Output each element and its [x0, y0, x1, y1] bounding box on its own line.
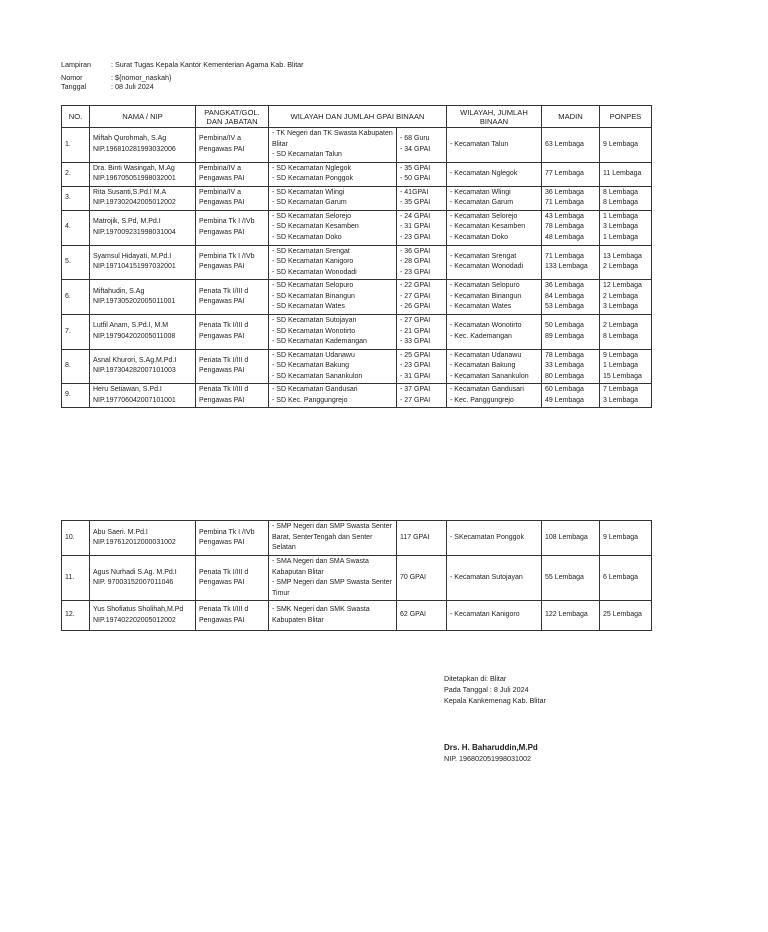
table-row [62, 186, 652, 210]
area-line: - SD Kecamatan Ponggok [272, 174, 393, 185]
row-number: 2. [62, 162, 90, 186]
binaan-line: - Kecamatan Gandusari [450, 385, 538, 396]
rank-text: Pembina Tk I /IVb [199, 218, 255, 225]
rank-text: Penata Tk I/III d [199, 287, 249, 295]
table-row [62, 556, 652, 601]
supervisor-name: Asnal Khurori, S.Ag.M.Pd.I [93, 356, 177, 364]
signature-office: Kepala Kankemenag Kab. Blitar [444, 696, 546, 705]
rank-position-cell [196, 384, 269, 408]
ponpes-cell [600, 556, 652, 601]
madin-line: 78 Lembaga [545, 223, 584, 231]
binaan-line: - Kecamatan Binangun [450, 292, 538, 303]
position-text: Pengawas PAI [199, 175, 245, 182]
rank-position-cell [196, 210, 269, 245]
madin-cell [542, 601, 600, 631]
ponpes-line: 2 Lembaga [603, 322, 639, 330]
madin-line: 36 Lembaga [545, 282, 584, 290]
col-header-name: NAMA / NIP [90, 106, 196, 128]
binaan-cell [447, 315, 542, 350]
ponpes-line: 8 Lembaga [603, 188, 639, 196]
madin-line: 63 Lembaga [545, 140, 584, 148]
row-number: 7. [62, 315, 90, 350]
supervisor-nip: NIP.197612012000031002 [93, 539, 176, 546]
row-number: 12. [62, 601, 90, 631]
gpai-line: - 41GPAI [400, 188, 443, 199]
supervisor-name: Miftah Qurohmah, S.Ag [93, 135, 167, 143]
area-line: - TK Negeri dan TK Swasta Kabupaten Blitar [272, 129, 393, 150]
position-text: Pengawas PAI [199, 332, 245, 340]
binaan-line: - Kecamatan Wonodadi [450, 262, 538, 273]
tanggal-label: Tanggal [61, 82, 87, 91]
row-number: 9. [62, 384, 90, 408]
gpai-count-cell [397, 280, 447, 315]
supervisor-name: Lutfil Anam, S.Pd.I, M.M [93, 322, 169, 330]
position-text: Pengawas PAI [199, 396, 245, 404]
ponpes-line: 9 Lembaga [603, 351, 639, 359]
gpai-count-cell [397, 315, 447, 350]
supervisor-nip: NIP.197305202005011001 [93, 298, 176, 305]
letter-header [61, 58, 304, 93]
name-nip-cell [90, 315, 196, 350]
name-nip-cell [90, 280, 196, 315]
col-header-madin: MADIN [542, 106, 600, 128]
name-nip-cell [90, 245, 196, 280]
col-header-area: WILAYAH DAN JUMLAH GPAI BINAAN [269, 106, 447, 128]
area-line: - SD Kecamatan Bakung [272, 361, 393, 372]
lampiran-value: : Surat Tugas Kepala Kantor Kementerian Agama Kab. Blitar [111, 60, 304, 69]
area-cell [269, 162, 397, 186]
binaan-cell [447, 245, 542, 280]
gpai-line: - 33 GPAI [400, 337, 443, 348]
row-number: 3. [62, 186, 90, 210]
gpai-line: - 34 GPAI [400, 145, 443, 156]
area-line: - SD Kecamatan Sutojayan [272, 316, 393, 327]
area-line: - SD Kecamatan Kanigoro [272, 257, 393, 268]
area-line: - SD Kecamatan Gandusari [272, 385, 393, 396]
name-nip-cell [90, 210, 196, 245]
ponpes-cell [600, 210, 652, 245]
binaan-line: - Kecamatan Sanankulon [450, 372, 538, 383]
ponpes-cell [600, 186, 652, 210]
row-number: 11. [62, 556, 90, 601]
rank-position-cell [196, 601, 269, 631]
gpai-count-cell [397, 210, 447, 245]
gpai-line: - 36 GPAI [400, 247, 443, 258]
table-row [62, 128, 652, 163]
ponpes-line: 13 Lembaga [603, 252, 642, 260]
gpai-count-cell [397, 128, 447, 163]
ponpes-line: 1 Lembaga [603, 233, 639, 241]
binaan-cell [447, 601, 542, 631]
madin-line: 80 Lembaga [545, 372, 584, 380]
madin-line: 133 Lembaga [545, 263, 588, 271]
madin-cell [542, 245, 600, 280]
gpai-line: - 31 GPAI [400, 222, 443, 233]
rank-position-cell [196, 349, 269, 384]
area-line: - SD Kecamatan Binangun [272, 292, 393, 303]
ponpes-line: 3 Lembaga [603, 303, 639, 311]
gpai-line: 62 GPAI [400, 611, 426, 619]
col-header-binaan: WILAYAH, JUMLAH BINAAN [447, 106, 542, 128]
supervisor-name: Dra. Binti Wasingah, M.Ag [93, 164, 175, 172]
gpai-line: - 37 GPAI [400, 385, 443, 396]
binaan-line: - Kecamatan Sutojayan [450, 573, 538, 584]
ponpes-line: 25 Lembaga [603, 611, 642, 619]
area-line: - SD Kecamatan Kademangan [272, 337, 393, 348]
madin-line: 43 Lembaga [545, 212, 584, 220]
area-line: - SD Kecamatan Garum [272, 198, 393, 209]
area-cell [269, 186, 397, 210]
madin-line: 71 Lembaga [545, 199, 584, 206]
row-number: 6. [62, 280, 90, 315]
gpai-line: - 24 GPAI [400, 212, 443, 223]
area-line: - SD Kecamatan Wlingi [272, 188, 393, 199]
position-text: Pengawas PAI [199, 616, 245, 624]
area-line: - SD Kecamatan Sanankulon [272, 372, 393, 383]
binaan-line: - Kecamatan Wates [450, 302, 538, 313]
madin-line: 33 Lembaga [545, 362, 584, 369]
gpai-line: - 31 GPAI [400, 372, 443, 383]
lampiran-label: Lampiran [61, 60, 91, 69]
name-nip-cell [90, 384, 196, 408]
nomor-label: Nomor [61, 73, 83, 82]
gpai-line: - 23 GPAI [400, 361, 443, 372]
ponpes-line: 1 Lembaga [603, 362, 639, 369]
gpai-line: - 27 GPAI [400, 396, 443, 407]
area-line: - SD Kecamatan Wonotirto [272, 327, 393, 338]
supervisor-name: Rita Susanti,S.Pd.I M.A [93, 188, 167, 196]
position-text: Pengawas PAI [199, 145, 245, 153]
ponpes-cell [600, 162, 652, 186]
binaan-cell [447, 210, 542, 245]
supervisor-name: Heru Setiawan, S.Pd.I [93, 386, 162, 393]
area-line: - SD Kecamatan Wonodadi [272, 268, 393, 279]
area-line: - SMK Negeri dan SMK Swasta Kabupaten Blitar [272, 605, 393, 626]
rank-position-cell [196, 128, 269, 163]
area-line: - SD Kecamatan Talun [272, 150, 393, 161]
ponpes-cell [600, 349, 652, 384]
rank-text: Pembina/IV a [199, 164, 242, 172]
gpai-line: 70 GPAI [400, 573, 426, 581]
area-cell [269, 280, 397, 315]
name-nip-cell [90, 128, 196, 163]
area-cell [269, 521, 397, 556]
area-cell [269, 210, 397, 245]
name-nip-cell [90, 556, 196, 601]
area-line: - SMP Negeri dan SMP Swasta Senter Barat, SenterTengah dan Senter Selatan [272, 522, 393, 554]
position-text: Pengawas PAI [199, 263, 245, 271]
binaan-line: - Kecamatan Selorejo [450, 212, 538, 223]
area-line: - SD Kecamatan Kesamben [272, 222, 393, 233]
gpai-count-cell [397, 162, 447, 186]
position-text: Pengawas PAI [199, 228, 245, 236]
ponpes-line: 15 Lembaga [603, 372, 642, 380]
supervisor-nip: NIP.197009231998031004 [93, 228, 176, 236]
ponpes-line: 6 Lembaga [603, 573, 639, 581]
position-text: Pengawas PAI [199, 199, 245, 206]
area-line: - SD Kecamatan Selopuro [272, 281, 393, 292]
area-cell [269, 601, 397, 631]
binaan-line: - Kecamatan Udanawu [450, 351, 538, 362]
table-row [62, 384, 652, 408]
supervisor-nip: NIP.197302042005012002 [93, 199, 176, 206]
binaan-line: - SKecamatan Ponggok [450, 533, 538, 544]
binaan-line: - Kecamatan Selopuro [450, 281, 538, 292]
supervisor-nip: NIP.196810281993032006 [93, 145, 176, 153]
position-text: Pengawas PAI [199, 579, 245, 586]
name-nip-cell [90, 162, 196, 186]
supervisor-nip: NIP. 97003152007011046 [93, 579, 174, 586]
ponpes-cell [600, 521, 652, 556]
area-line: - SD Kec. Panggungrejo [272, 396, 393, 407]
rank-position-cell [196, 521, 269, 556]
madin-cell [542, 521, 600, 556]
binaan-line: - Kecamatan Nglegok [450, 169, 538, 180]
rank-text: Penata Tk I/III d [199, 356, 249, 364]
ponpes-line: 9 Lembaga [603, 533, 639, 541]
position-text: Pengawas PAI [199, 539, 245, 546]
signature-date: Pada Tanggal : 8 Juli 2024 [444, 685, 529, 694]
ponpes-cell [600, 128, 652, 163]
binaan-line: - Kec. Panggungrejo [450, 396, 538, 407]
gpai-count-cell [397, 601, 447, 631]
row-number: 1. [62, 128, 90, 163]
area-cell [269, 315, 397, 350]
binaan-cell [447, 384, 542, 408]
gpai-count-cell [397, 521, 447, 556]
binaan-cell [447, 128, 542, 163]
ponpes-line: 11 Lembaga [603, 169, 642, 177]
gpai-line: - 26 GPAI [400, 302, 443, 313]
name-nip-cell [90, 521, 196, 556]
ponpes-line: 2 Lembaga [603, 292, 639, 300]
area-cell [269, 384, 397, 408]
area-cell [269, 556, 397, 601]
ponpes-line: 8 Lembaga [603, 199, 639, 206]
gpai-line: - 35 GPAI [400, 164, 443, 175]
gpai-count-cell [397, 186, 447, 210]
signatory-name: Drs. H. Baharuddin,M.Pd [444, 743, 538, 752]
row-number: 10. [62, 521, 90, 556]
ponpes-line: 1 Lembaga [603, 212, 639, 220]
madin-line: 49 Lembaga [545, 396, 584, 404]
signature-block [444, 673, 546, 764]
binaan-cell [447, 556, 542, 601]
nomor-value: : ${nomor_naskah} [111, 73, 172, 82]
rank-position-cell [196, 162, 269, 186]
binaan-line: - Kecamatan Wonotirto [450, 321, 538, 332]
madin-line: 36 Lembaga [545, 188, 584, 196]
madin-line: 50 Lembaga [545, 322, 584, 330]
gpai-line: - 22 GPAI [400, 281, 443, 292]
binaan-cell [447, 349, 542, 384]
gpai-line: - 21 GPAI [400, 327, 443, 338]
supervisor-nip: NIP.197904202005011008 [93, 332, 176, 340]
area-line: - SD Kecamatan Srengat [272, 247, 393, 258]
supervisor-name: Agus Nurhadi S.Ag. M.Pd.I [93, 568, 177, 576]
table-row [62, 521, 652, 556]
rank-text: Penata Tk I/III d [199, 322, 249, 330]
gpai-line: - 23 GPAI [400, 233, 443, 244]
madin-cell [542, 349, 600, 384]
table-row [62, 210, 652, 245]
supervisor-name: Yus Shofiatus Sholihah,M.Pd [93, 606, 184, 613]
binaan-cell [447, 162, 542, 186]
area-cell [269, 349, 397, 384]
signature-place: Ditetapkan di: Blitar [444, 674, 507, 683]
supervisor-table-part-1 [61, 105, 652, 408]
gpai-line: - 23 GPAI [400, 268, 443, 279]
col-header-rank: PANGKAT/GOL. DAN JABATAN [196, 106, 269, 128]
table-row [62, 245, 652, 280]
ponpes-line: 2 Lembaga [603, 263, 639, 271]
row-number: 5. [62, 245, 90, 280]
binaan-line: - Kecamatan Wlingi [450, 188, 538, 199]
rank-position-cell [196, 556, 269, 601]
ponpes-cell [600, 280, 652, 315]
gpai-line: - 50 GPAI [400, 174, 443, 185]
col-header-no: NO. [62, 106, 90, 128]
gpai-count-cell [397, 384, 447, 408]
supervisor-nip: NIP.197706042007101001 [93, 396, 176, 404]
name-nip-cell [90, 349, 196, 384]
binaan-line: - Kec. Kademangan [450, 332, 538, 343]
gpai-line: - 35 GPAI [400, 198, 443, 209]
rank-position-cell [196, 315, 269, 350]
gpai-line: 117 GPAI [400, 533, 430, 541]
madin-cell [542, 556, 600, 601]
area-cell [269, 128, 397, 163]
madin-cell [542, 210, 600, 245]
rank-text: Pembina Tk I /IVb [199, 528, 255, 536]
gpai-line: - 28 GPAI [400, 257, 443, 268]
area-line: - SD Kecamatan Wates [272, 302, 393, 313]
ponpes-line: 9 Lembaga [603, 140, 639, 148]
ponpes-line: 8 Lembaga [603, 332, 639, 340]
binaan-line: - Kecamatan Kanigoro [450, 610, 538, 621]
table-row [62, 601, 652, 631]
area-line: - SD Kecamatan Doko [272, 233, 393, 244]
name-nip-cell [90, 186, 196, 210]
signatory-nip: NIP. 196802051998031002 [444, 754, 531, 763]
table-row [62, 349, 652, 384]
supervisor-nip: NIP.197304282007101003 [93, 367, 176, 375]
binaan-cell [447, 186, 542, 210]
madin-cell [542, 280, 600, 315]
table-row [62, 315, 652, 350]
rank-text: Pembina/IV a [199, 135, 242, 143]
area-line: - SD Kecamatan Udanawu [272, 351, 393, 362]
rank-text: Penata Tk I/III d [199, 568, 249, 576]
ponpes-cell [600, 245, 652, 280]
ponpes-cell [600, 601, 652, 631]
rank-text: Pembina Tk I /IVb [199, 252, 255, 260]
table-row [62, 280, 652, 315]
supervisor-name: Miftahudin, S.Ag [93, 287, 145, 295]
madin-cell [542, 315, 600, 350]
rank-position-cell [196, 245, 269, 280]
madin-cell [542, 162, 600, 186]
ponpes-line: 3 Lembaga [603, 223, 639, 231]
madin-line: 71 Lembaga [545, 252, 584, 260]
rank-text: Penata Tk I/III d [199, 606, 249, 613]
madin-cell [542, 384, 600, 408]
binaan-line: - Kecamatan Bakung [450, 361, 538, 372]
madin-line: 89 Lembaga [545, 332, 584, 340]
madin-line: 108 Lembaga [545, 533, 588, 541]
supervisor-name: Matrojik, S.Pd, M.Pd.I [93, 218, 161, 225]
area-line: - SD Kecamatan Nglegok [272, 164, 393, 175]
gpai-line: - 68 Guru [400, 134, 443, 145]
supervisor-name: Syamsul Hidayati, M.Pd.I [93, 252, 172, 260]
gpai-line: - 27 GPAI [400, 292, 443, 303]
area-line: - SMA Negeri dan SMA Swasta Kabaputan Blitar [272, 557, 393, 578]
position-text: Pengawas PAI [199, 298, 245, 305]
row-number: 8. [62, 349, 90, 384]
position-text: Pengawas PAI [199, 367, 245, 375]
tanggal-value: : 08 Juli 2024 [111, 82, 154, 91]
binaan-line: - Kecamatan Garum [450, 198, 538, 209]
madin-line: 122 Lembaga [545, 611, 588, 619]
ponpes-cell [600, 384, 652, 408]
col-header-ponpes: PONPES [600, 106, 652, 128]
madin-line: 78 Lembaga [545, 351, 584, 359]
supervisor-nip: NIP.197104151997032001 [93, 263, 176, 271]
madin-line: 55 Lembaga [545, 573, 584, 581]
rank-text: Penata Tk I/III d [199, 386, 249, 393]
row-number: 4. [62, 210, 90, 245]
binaan-line: - Kecamatan Kesamben [450, 222, 538, 233]
madin-line: 84 Lembaga [545, 292, 584, 300]
area-line: - SD Kecamatan Selorejo [272, 212, 393, 223]
madin-line: 53 Lembaga [545, 303, 584, 311]
supervisor-name: Abu Saeri. M.Pd.I [93, 528, 148, 536]
table-row [62, 162, 652, 186]
ponpes-cell [600, 315, 652, 350]
gpai-count-cell [397, 245, 447, 280]
rank-text: Pembina/IV a [199, 188, 242, 196]
area-line: - SMP Negeri dan SMP Swasta Senter Timur [272, 578, 393, 599]
gpai-line: - 27 GPAI [400, 316, 443, 327]
ponpes-line: 3 Lembaga [603, 396, 639, 404]
binaan-line: - Kecamatan Srengat [450, 252, 538, 263]
binaan-cell [447, 280, 542, 315]
gpai-count-cell [397, 349, 447, 384]
supervisor-nip: NIP.196705051998032001 [93, 175, 176, 182]
binaan-line: - Kecamatan Talun [450, 140, 538, 151]
supervisor-table-part-2 [61, 520, 652, 631]
madin-cell [542, 186, 600, 210]
ponpes-line: 7 Lembaga [603, 386, 639, 393]
gpai-count-cell [397, 556, 447, 601]
rank-position-cell [196, 280, 269, 315]
name-nip-cell [90, 601, 196, 631]
binaan-line: - Kecamatan Doko [450, 233, 538, 244]
binaan-cell [447, 521, 542, 556]
rank-position-cell [196, 186, 269, 210]
madin-line: 60 Lembaga [545, 386, 584, 393]
madin-line: 77 Lembaga [545, 169, 584, 177]
ponpes-line: 12 Lembaga [603, 282, 642, 290]
supervisor-nip: NIP.197402202005012002 [93, 616, 176, 624]
madin-cell [542, 128, 600, 163]
gpai-line: - 25 GPAI [400, 351, 443, 362]
madin-line: 48 Lembaga [545, 233, 584, 241]
area-cell [269, 245, 397, 280]
